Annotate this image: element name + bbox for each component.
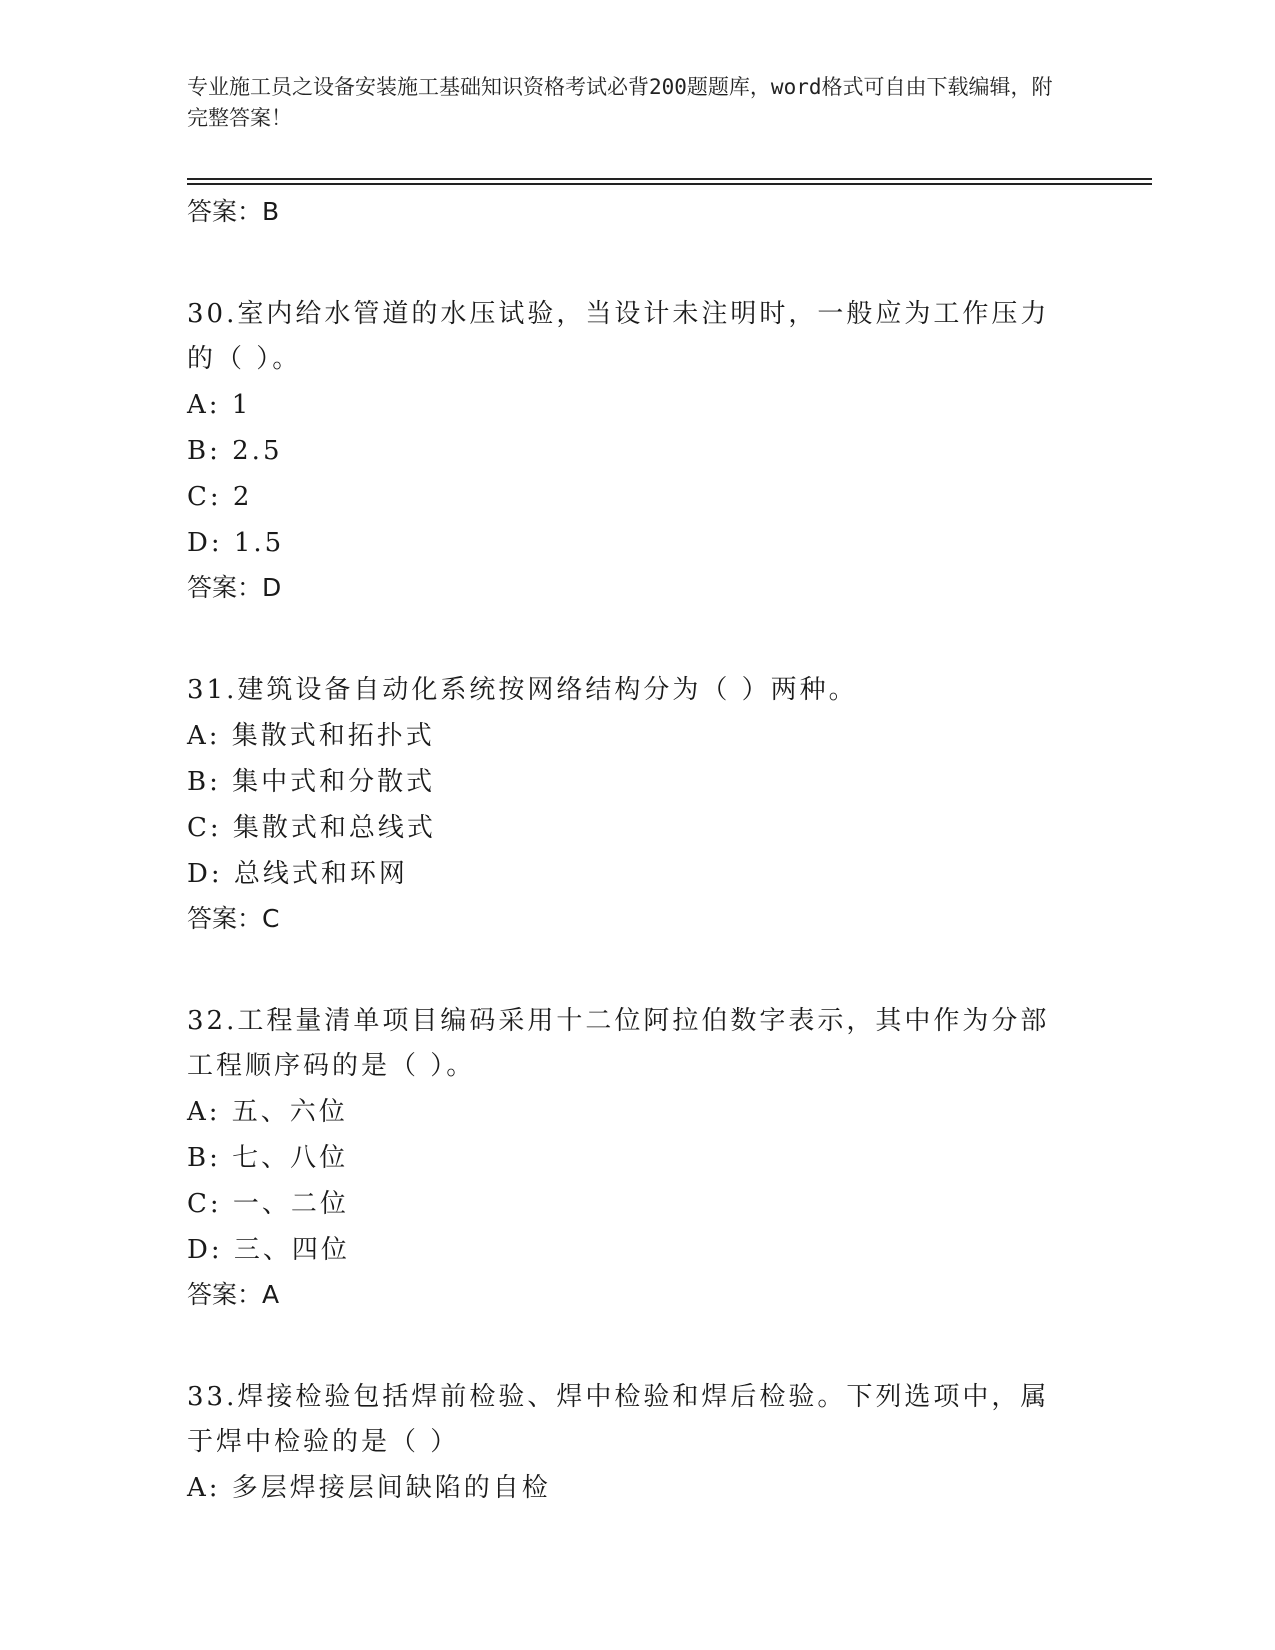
header-rule-bottom [187,183,1152,185]
option-b: B: 七、八位 [187,1143,349,1173]
option-d: D: 总线式和环网 [187,859,408,889]
option-a: A: 集散式和拓扑式 [187,721,435,751]
question-block-30 [187,292,1087,610]
answer: 答案：A [187,1280,280,1309]
option-a: A: 1 [187,390,252,420]
question-text: 32.工程量清单项目编码采用十二位阿拉伯数字表示，其中作为分部工程顺序码的是（ ）。 [187,1006,1050,1081]
option-a: A: 五、六位 [187,1097,348,1127]
document-header: 专业施工员之设备安装施工基础知识资格考试必背200题题库，word格式可自由下载编辑，附完整答案！ [187,75,1053,130]
answer: 答案：C [187,904,280,933]
option-c: C: 一、二位 [187,1189,349,1219]
option-a: A: 多层焊接层间缺陷的自检 [187,1473,551,1503]
option-c: C: 2 [187,482,253,512]
answer: 答案：D [187,573,282,602]
option-d: D: 三、四位 [187,1235,350,1265]
option-c: C: 集散式和总线式 [187,813,436,843]
option-b: B: 集中式和分散式 [187,767,436,797]
header-rule-top [187,178,1152,180]
question-list [187,190,1087,1511]
question-text: 33.焊接检验包括焊前检验、焊中检验和焊后检验。下列选项中，属于焊中检验的是（ ） [187,1382,1050,1457]
question-text: 31.建筑设备自动化系统按网络结构分为（ ）两种。 [187,675,858,705]
question-block-31 [187,668,1087,941]
leading-answer: 答案：B [187,197,280,226]
option-b: B: 2.5 [187,436,283,466]
question-block-33 [187,1375,1087,1511]
question-block-32 [187,999,1087,1317]
option-d: D: 1.5 [187,528,285,558]
question-text: 30.室内给水管道的水压试验，当设计未注明时，一般应为工作压力的（ ）。 [187,299,1050,374]
